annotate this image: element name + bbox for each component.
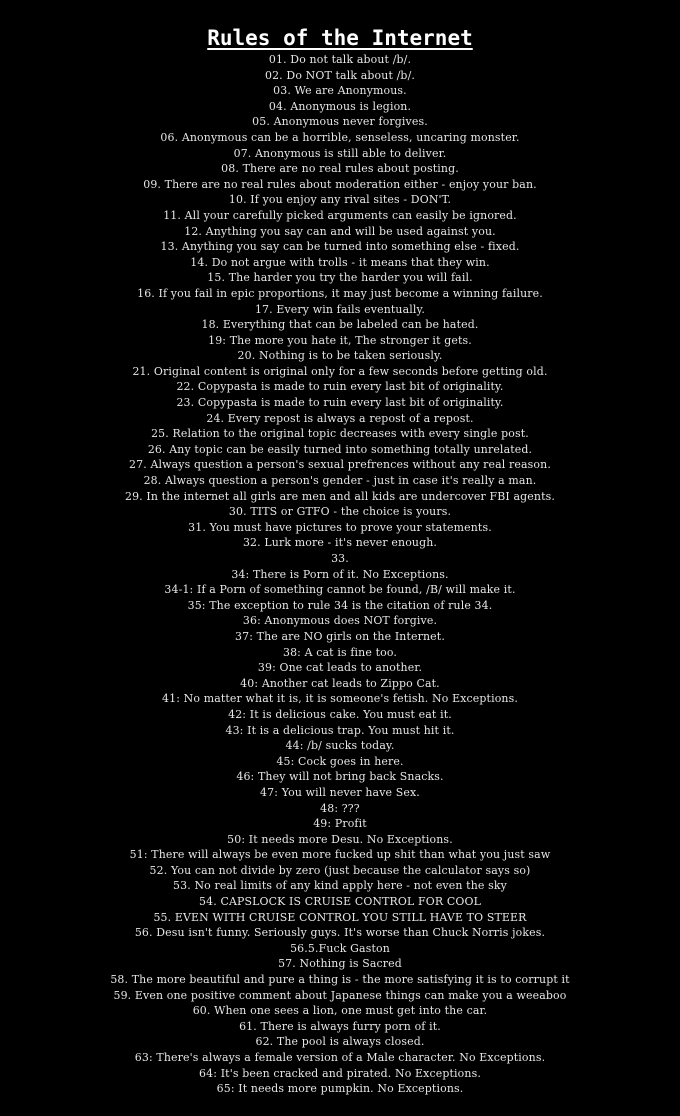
- rule-item: 24. Every repost is always a repost of a repost.: [206, 411, 474, 425]
- rule-item: 62. The pool is always closed.: [255, 1035, 425, 1049]
- rule-item: 39: One cat leads to another.: [257, 661, 423, 675]
- rule-item: 45: Cock goes in here.: [276, 754, 404, 768]
- rule-item: 52. You can not divide by zero (just because the calculator says so): [149, 863, 531, 877]
- rule-item: 02. Do NOT talk about /b/.: [264, 68, 416, 82]
- rule-item: 33.: [331, 552, 349, 565]
- rule-item: 32. Lurk more - it's never enough.: [242, 536, 438, 550]
- rule-item: 57. Nothing is Sacred: [278, 957, 402, 971]
- rule-item: 58. The more beautiful and pure a thing is - the more satisfying it is to corrupt it: [110, 973, 570, 987]
- rule-item: 51: There will always be even more fucked up shit than what you just saw: [129, 848, 551, 862]
- rule-item: 44: /b/ sucks today.: [285, 739, 395, 753]
- rule-item: 65: It needs more pumpkin. No Exceptions.: [216, 1082, 464, 1096]
- rule-item: 48: ???: [320, 801, 360, 815]
- rule-item: 03. We are Anonymous.: [273, 84, 407, 98]
- rule-item: 01. Do not talk about /b/.: [268, 53, 412, 66]
- rule-item: 34-1: If a Porn of something cannot be found, /B/ will make it.: [164, 583, 516, 597]
- rule-item: 63: There's always a female version of a Male character. No Exceptions.: [134, 1051, 546, 1064]
- rule-item: 11. All your carefully picked arguments can easily be ignored.: [163, 208, 517, 222]
- rule-item: 21. Original content is original only for a few seconds before getting old.: [132, 364, 548, 378]
- rule-item: 43: It is a delicious trap. You must hit it.: [225, 723, 455, 737]
- rule-item: 47: You will never have Sex.: [260, 785, 420, 799]
- rule-item: 18. Everything that can be labeled can be hated.: [201, 318, 479, 332]
- rule-item: 12. Anything you say can and will be used against you.: [184, 224, 496, 238]
- rule-item: 16. If you fail in epic proportions, it may just become a winning failure.: [137, 286, 543, 300]
- rules-page: [0, 26, 680, 1097]
- rule-item: 49: Profit: [313, 817, 367, 831]
- rule-item: 22. Copypasta is made to ruin every last bit of originality.: [176, 380, 504, 394]
- rule-item: 05. Anonymous never forgives.: [252, 115, 428, 129]
- rule-item: 08. There are no real rules about posting.: [221, 162, 459, 176]
- page-title: Rules of the Internet: [207, 26, 473, 50]
- rule-item: 04. Anonymous is legion.: [268, 99, 412, 113]
- rule-item: 40: Another cat leads to Zippo Cat.: [240, 676, 440, 690]
- rule-item: 25. Relation to the original topic decreases with every single post.: [151, 427, 529, 441]
- rule-item: 59. Even one positive comment about Japanese things can make you a weeaboo: [113, 988, 567, 1002]
- rule-item: 06. Anonymous can be a horrible, senseless, uncaring monster.: [160, 130, 520, 144]
- rule-item: 15. The harder you try the harder you will fail.: [207, 271, 473, 285]
- rule-item: 37: The are NO girls on the Internet.: [235, 629, 445, 643]
- rule-item: 14. Do not argue with trolls - it means that they win.: [190, 255, 490, 269]
- rule-item: 34: There is Porn of it. No Exceptions.: [231, 567, 449, 581]
- rule-item: 55. EVEN WITH CRUISE CONTROL YOU STILL HAVE TO STEER: [153, 910, 527, 924]
- rule-item: 54. CAPSLOCK IS CRUISE CONTROL FOR COOL: [199, 895, 481, 909]
- rule-item: 20. Nothing is to be taken seriously.: [237, 349, 443, 363]
- rule-item: 28. Always question a person's gender - just in case it's really a man.: [143, 474, 537, 488]
- rule-item: 17. Every win fails eventually.: [254, 302, 426, 316]
- rule-item: 38: A cat is fine too.: [282, 645, 398, 659]
- rules-list: [0, 52, 680, 1097]
- rule-item: 07. Anonymous is still able to deliver.: [233, 146, 447, 160]
- rule-item: 61. There is always furry porn of it.: [239, 1019, 441, 1033]
- rule-item: 23. Copypasta is made to ruin every last bit of originality.: [176, 396, 504, 410]
- rule-item: 53. No real limits of any kind apply here - not even the sky: [173, 879, 507, 893]
- rule-item: 56. Desu isn't funny. Seriously guys. It's worse than Chuck Norris jokes.: [134, 926, 546, 940]
- rule-item: 30. TITS or GTFO - the choice is yours.: [228, 505, 452, 519]
- rule-item: 09. There are no real rules about moderation either - enjoy your ban.: [143, 177, 537, 191]
- rule-item: 31. You must have pictures to prove your statements.: [188, 520, 492, 534]
- rule-item: 42: It is delicious cake. You must eat it.: [228, 707, 452, 721]
- rule-item: 60. When one sees a lion, one must get into the car.: [192, 1004, 488, 1018]
- rule-item: 27. Always question a person's sexual prefrences without any real reason.: [129, 458, 551, 472]
- rule-item: 64: It's been cracked and pirated. No Exceptions.: [199, 1066, 481, 1080]
- rule-item: 46: They will not bring back Snacks.: [236, 770, 444, 784]
- rule-item: 56.5.Fuck Gaston: [290, 941, 390, 955]
- rule-item: 13. Anything you say can be turned into something else - fixed.: [160, 240, 520, 254]
- rule-item: 35: The exception to rule 34 is the citation of rule 34.: [187, 598, 493, 612]
- rule-item: 29. In the internet all girls are men and all kids are undercover FBI agents.: [124, 489, 556, 503]
- rule-item: 19: The more you hate it, The stronger it gets.: [208, 333, 472, 347]
- rule-item: 50: It needs more Desu. No Exceptions.: [227, 832, 453, 846]
- rule-item: 10. If you enjoy any rival sites - DON'T.: [228, 193, 452, 207]
- rule-item: 41: No matter what it is, it is someone's fetish. No Exceptions.: [162, 692, 518, 706]
- rule-item: 36: Anonymous does NOT forgive.: [242, 614, 438, 628]
- rule-item: 26. Any topic can be easily turned into something totally unrelated.: [147, 442, 533, 456]
